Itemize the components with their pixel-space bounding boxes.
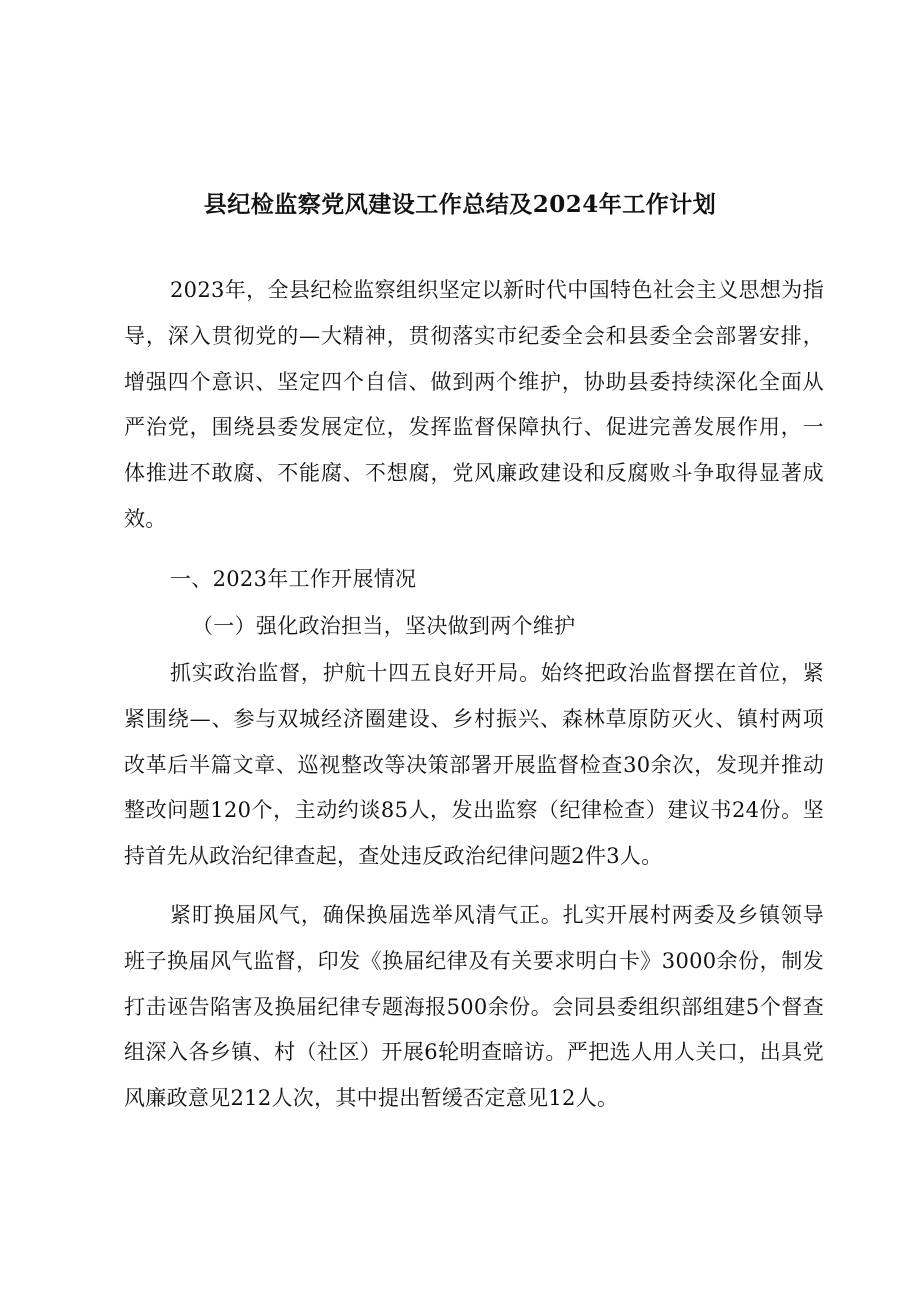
political-supervision-paragraph: 抓实政治监督，护航十四五良好开局。始终把政治监督摆在首位，紧紧围绕—、参与双城经济圈建设、乡村振兴、森林草原防灭火、镇村两项改革后半篇文章、巡视整改等决策部署开展监督检查30余次，发现并推动整改问题120个，主动约谈85人，发出监察（纪律检查）建议书24份。坚持首先从政治纪律查起，查处违反政治纪律问题2件3人。 (124, 661, 824, 869)
section-heading: 一、2023年工作开展情况 (170, 567, 417, 591)
election-supervision-paragraph: 紧盯换届风气，确保换届选举风清气正。扎实开展村两委及乡镇领导班子换届风气监督，印发《换届纪律及有关要求明白卡》3000余份，制发打击诬告陷害及换届纪律专题海报500余份。会同县委组织部组建5个督查组深入各乡镇、村（社区）开展6轮明查暗访。严把选人用人关口，出具党风廉政意见212人次，其中提出暂缓否定意见12人。 (124, 903, 824, 1111)
intro-paragraph: 2023年，全县纪检监察组织坚定以新时代中国特色社会主义思想为指导，深入贯彻党的—大精神，贯彻落实市纪委全会和县委全会部署安排，增强四个意识、坚定四个自信、做到两个维护，协助县委持续深化全面从严治党，围绕县委发展定位，发挥监督保障执行、促进完善发展作用，一体推进不敢腐、不能腐、不想腐，党风廉政建设和反腐败斗争取得显著成效。 (124, 278, 824, 531)
subsection-heading: （一）强化政治担当，坚决做到两个维护 (192, 614, 576, 638)
document-title: 县纪检监察党风建设工作总结及2024年工作计划 (203, 191, 717, 219)
